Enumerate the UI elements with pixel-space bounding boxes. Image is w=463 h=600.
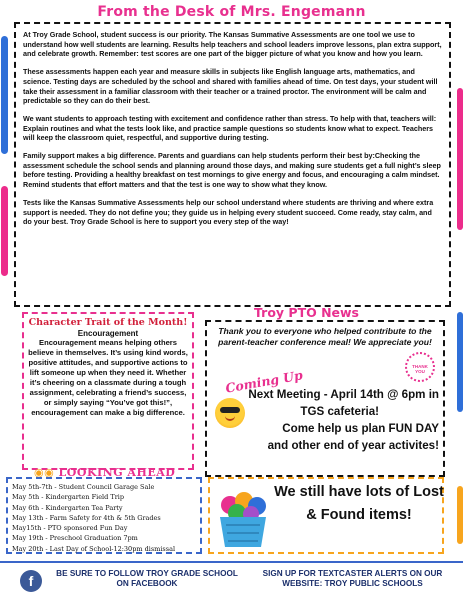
lost-and-found-text: We still have lots of Lost & Found items! [274,484,444,523]
letter-paragraph-2: These assessments happen each year and measure skills in subjects like English language arts, mathematics, and science. Testing days are scheduled by the school and shared with families ahead of time. On test days, your student will take their assessment in a familiar classroom with their teacher or a trained proctor. The environment will be calm and predictable so they can do their best. [23,67,438,106]
right-decor-bar-pink [457,88,463,230]
left-decor-bar-pink [1,186,8,276]
pto-thank-you-note: Thank you to everyone who helped contribute to the parent-teacher conference meal! We appreciate you! [218,326,432,347]
thank-you-seal-icon [405,352,435,382]
pto-news-box [205,320,445,477]
event-item: May 5th-7th - Student Council Garage Sale [12,483,155,491]
event-item: May 20th - Last Day of School-12:30pm dismissal [12,544,176,553]
character-trait-title: Character Trait of the Month! [28,317,188,328]
facebook-follow-text: BE SURE TO FOLLOW TROY GRADE SCHOOL ON FACEBOOK [56,569,238,588]
right-decor-bar-blue [457,312,463,412]
page-title: From the Desk of Mrs. Engemann [97,4,366,20]
coming-up-label: Coming Up [224,367,304,396]
textcaster-signup-text: SIGN UP FOR TEXTCASTER ALERTS ON OUR WEBSITE: TROY PUBLIC SCHOOLS [262,569,443,588]
character-trait-description: Encouragement means helping others believe in themselves. It’s using kind words, positive attitudes, and supportive actions to lift someone up when they need it. Whether it’s cheering on a classmate during a tough assignment, celebrating a friend’s success, or simply saying “You’ve got this!”, encouragement can make a big difference. [28,338,188,417]
meeting-line-1: Next Meeting - April 14th @ 6pm in [248,388,439,401]
letter-paragraph-4: Family support makes a big difference. Parents and guardians can help students perform their best by:Checking the assessment schedule the school sends and planning around those days, and making sure students get a full night’s sleep before testing. Providing a healthy breakfast on test mornings to give energy and focus, and encouraging a calm mindset. Remind students that effort matters and that the test is one way to show what they know. [23,151,441,190]
letter-paragraph-3: We want students to approach testing with excitement and confidence rather than stress. To help with that, teachers will: Explain routines and what the tests look like, and practice sample questions so students know what to expect. Teachers will keep the classroom quiet, respectful, and supportive during testing. [23,113,437,143]
events-list [12,482,196,554]
right-decor-bar-orange [457,486,463,544]
event-item: May15th - PTO sponsored Fun Day [12,524,128,533]
event-item: May 6th - Kindergarten Tea Party [12,503,123,512]
pto-news-title: Troy PTO News [254,305,359,320]
footer [0,561,463,600]
meeting-line-4: and other end of year activites! [267,439,439,452]
meeting-line-3: Come help us plan FUN DAY [282,422,439,435]
character-trait-name: Encouragement [77,329,139,338]
event-item: May 19th - Preschool Graduation 7pm [12,534,138,543]
meeting-line-2: TGS cafeteria! [300,405,379,418]
character-trait-box [22,312,194,470]
lost-and-found-box [208,477,444,554]
upcoming-events-box [6,477,202,554]
event-item: May 5th - Kindergarten Field Trip [12,493,125,502]
event-item: May 13th - Farm Safety for 4th & 5th Grades [12,513,161,522]
laundry-basket-icon [216,491,270,549]
eyes-icon: ◉◉ [34,466,55,479]
pto-meeting-info [215,386,439,454]
letter-paragraph-1: At Troy Grade School, student success is our priority. The Kansas Summative Assessments are one tool we use to understand how well students are learning. Results help teachers and school leaders improve lessons, plan extra support, and celebrate growth. Remember: test scores are one part of the bigger picture of what you know and how you learn. [23,30,442,59]
facebook-icon[interactable]: f [20,570,42,592]
looking-ahead-text: LOOKING AHEAD [58,466,176,479]
left-decor-bar-blue [1,36,8,154]
seal-text: THANK YOU [412,364,428,374]
letter-paragraph-5: Tests like the Kansas Summative Assessments help our school understand where students are thriving and where extra support is needed. They do not define you; they guide us in helping every student succeed. Come ready, stay calm, and do your best. Troy Grade School is here to support you every step of the way! [23,197,434,227]
principal-letter [14,22,451,307]
